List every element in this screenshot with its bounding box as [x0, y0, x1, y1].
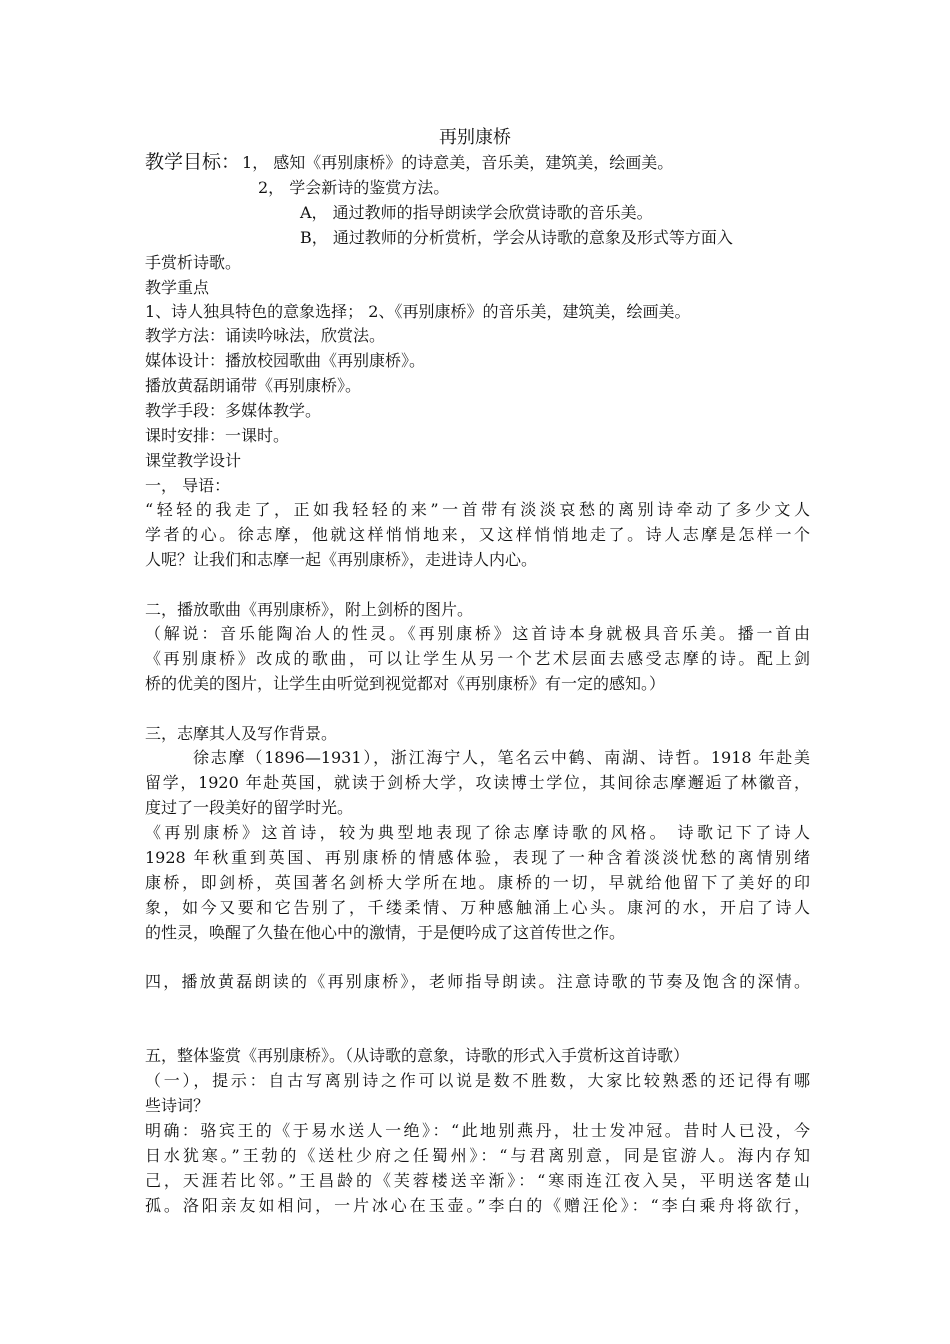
- section-3-poem-line: 的性灵，唤醒了久蛰在他心中的激情，于是便吟成了这首传世之作。: [145, 923, 626, 942]
- section-2-line: （解说：音乐能陶冶人的性灵。《再别康桥》这首诗本身就极具音乐美。播一首由: [145, 624, 810, 643]
- section-5-line: （一），提示：自古写离别诗之作可以说是数不胜数，大家比较熟悉的还记得有哪: [145, 1071, 810, 1090]
- section-2-line: 桥的优美的图片，让学生由听觉到视觉都对《再别康桥》有一定的感知。）: [145, 674, 666, 693]
- section-1-line: 人呢？让我们和志摩一起《再别康桥》，走进诗人内心。: [145, 550, 538, 569]
- teaching-method: 教学方法：诵读吟咏法，欣赏法。: [145, 326, 386, 345]
- teaching-means: 教学手段：多媒体教学。: [145, 401, 322, 420]
- section-1-line: 学者的心。徐志摩，他就这样悄悄地来，又这样悄悄地走了。诗人志摩是怎样一个: [145, 525, 810, 544]
- section-3-poem-line: 象，如今又要和它告别了，千缕柔情、万种感触涌上心头。康河的水，开启了诗人: [145, 898, 810, 917]
- objective-item-b: B， 通过教师的分析赏析，学会从诗歌的意象及形式等方面入: [300, 228, 733, 247]
- objectives-label: 教学目标：: [145, 151, 241, 173]
- objective-item-2: 2， 学会新诗的鉴赏方法。: [258, 178, 450, 197]
- section-5-heading: 五，整体鉴赏《再别康桥》。（从诗歌的意象，诗歌的形式入手赏析这首诗歌）: [145, 1046, 690, 1065]
- section-5-line: 日水犹寒。”王勃的《送杜少府之任蜀州》：“与君离别意，同是宦游人。海内存知: [145, 1146, 810, 1165]
- section-5-line: 孤。洛阳亲友如相问，一片冰心在玉壶。”李白的《赠汪伦》：“李白乘舟将欲行，: [145, 1196, 810, 1215]
- key-points-heading: 教学重点: [145, 278, 210, 297]
- section-1-heading: 一， 导语：: [145, 476, 231, 495]
- section-5-line: 些诗词？: [145, 1096, 210, 1115]
- media-design-1: 媒体设计：播放校园歌曲《再别康桥》。: [145, 351, 426, 370]
- section-1-line: “轻轻的我走了，正如我轻轻的来”一首带有淡淡哀愁的离别诗牵动了多少文人: [145, 500, 810, 519]
- section-3-bio-line: 徐志摩（1896—1931），浙江海宁人，笔名云中鹤、南湖、诗哲。1918 年赴美: [193, 748, 810, 767]
- section-5-line: 己，天涯若比邻。”王昌龄的《芙蓉楼送辛渐》：“寒雨连江夜入吴，平明送客楚山: [145, 1171, 810, 1190]
- section-3-poem-line: 康桥，即剑桥，英国著名剑桥大学所在地。康桥的一切，早就给他留下了美好的印: [145, 873, 810, 892]
- key-points-content: 1、诗人独具特色的意象选择； 2、《再别康桥》的音乐美，建筑美，绘画美。: [145, 302, 691, 321]
- section-2-line: 《再别康桥》改成的歌曲，可以让学生从另一个艺术层面去感受志摩的诗。配上剑: [145, 649, 810, 668]
- section-4-heading: 四，播放黄磊朗读的《再别康桥》，老师指导朗读。注意诗歌的节奏及饱含的深情。: [145, 972, 810, 991]
- section-5-line: 明确：骆宾王的《于易水送人一绝》：“此地别燕丹，壮士发冲冠。昔时人已没，今: [145, 1121, 810, 1140]
- media-design-2: 播放黄磊朗诵带《再别康桥》。: [145, 376, 362, 395]
- section-3-heading: 三，志摩其人及写作背景。: [145, 724, 338, 743]
- class-schedule: 课时安排：一课时。: [145, 426, 290, 445]
- objective-item-1: 1， 感知《再别康桥》的诗意美，音乐美，建筑美，绘画美。: [242, 153, 674, 172]
- objectives-row-1: [145, 150, 673, 175]
- section-3-poem-line: 1928 年秋重到英国、再别康桥的情感体验，表现了一种含着淡淡忧愁的离情别绪: [145, 848, 810, 867]
- objective-item-a: A， 通过教师的指导朗读学会欣赏诗歌的音乐美。: [300, 203, 653, 222]
- document-title: 再别康桥: [439, 127, 511, 148]
- classroom-design-heading: 课堂教学设计: [145, 451, 242, 470]
- section-3-bio-line: 留学，1920 年赴英国，就读于剑桥大学，攻读博士学位，其间徐志摩邂逅了林徽音，: [145, 773, 810, 792]
- section-3-poem-line: 《再别康桥》这首诗，较为典型地表现了徐志摩诗歌的风格。 诗歌记下了诗人: [145, 823, 810, 842]
- section-2-heading: 二，播放歌曲《再别康桥》，附上剑桥的图片。: [145, 600, 474, 619]
- section-3-bio-line: 度过了一段美好的留学时光。: [145, 798, 354, 817]
- objective-item-b-continued: 手赏析诗歌。: [145, 253, 242, 272]
